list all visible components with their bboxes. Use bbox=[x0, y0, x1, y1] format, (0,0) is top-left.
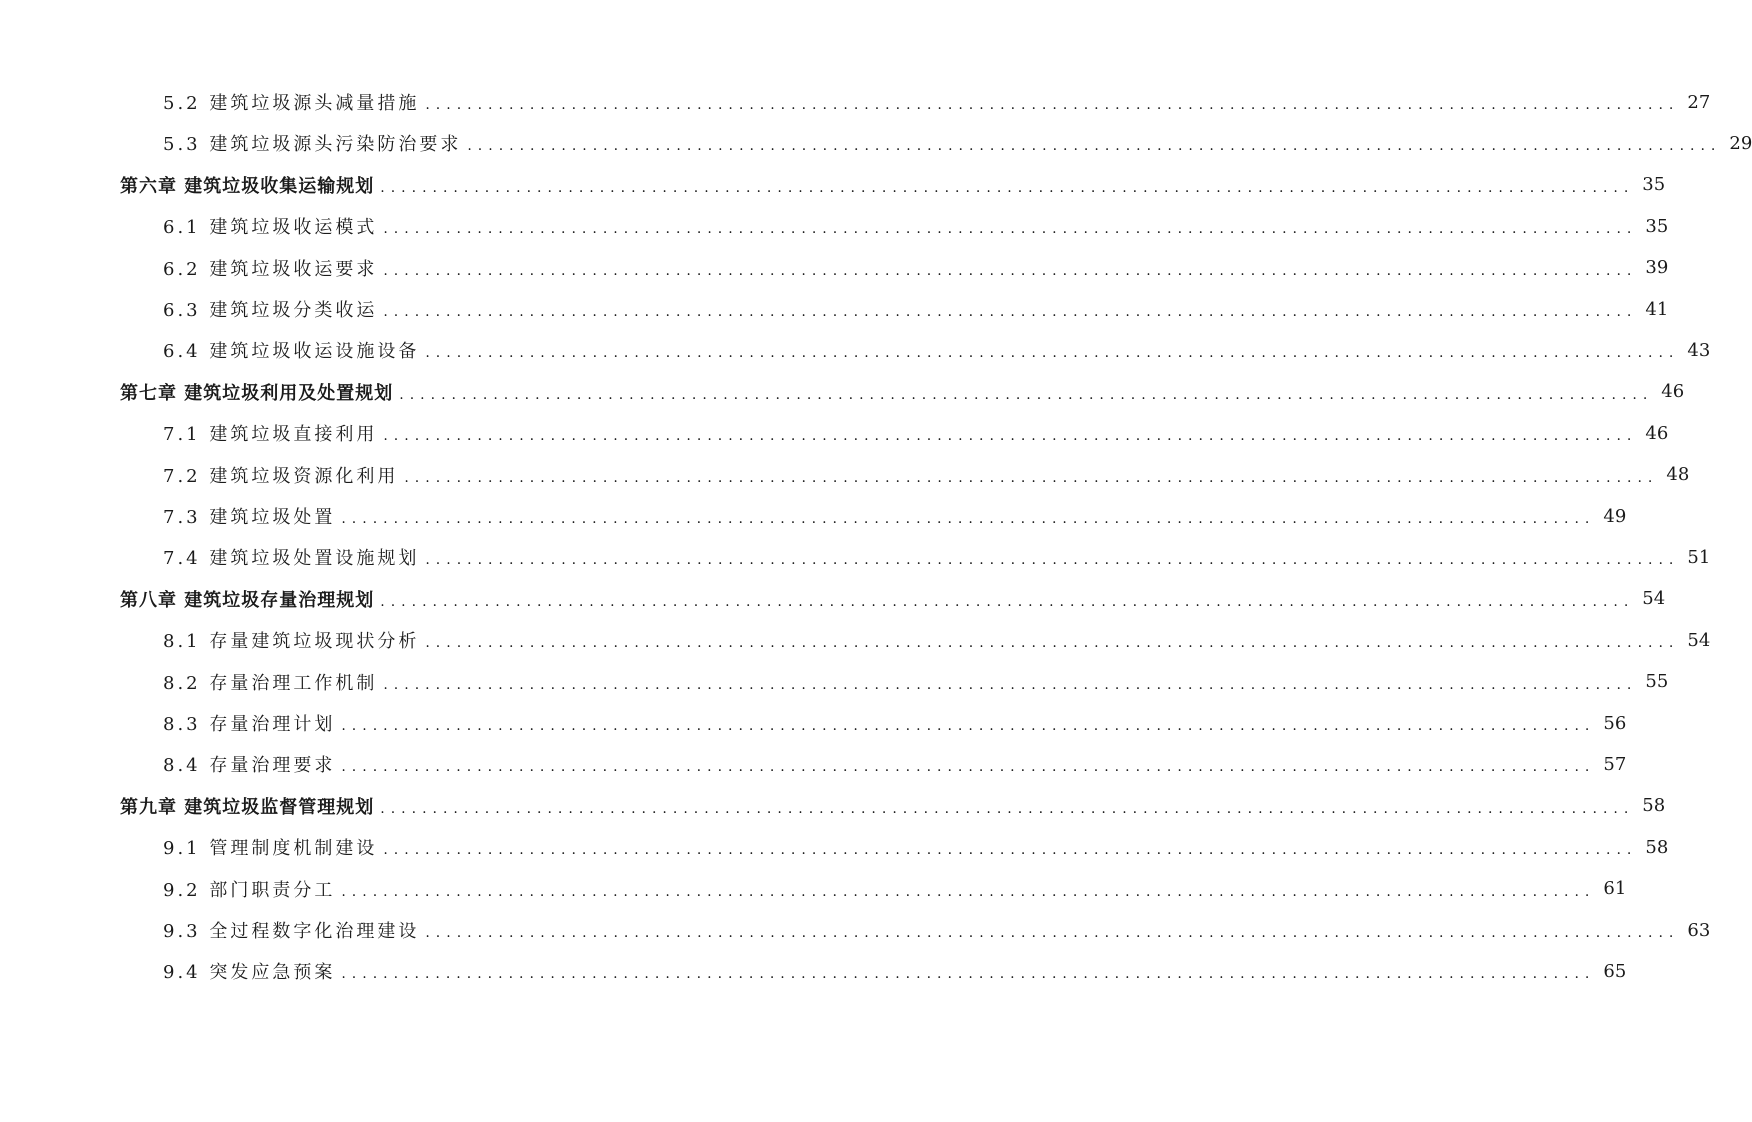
toc-leader-dots: ........................................................................................................................ bbox=[341, 511, 1596, 527]
toc-leader-dots: ........................................................................................................................ bbox=[383, 304, 1638, 320]
toc-leader-dots: ........................................................................................................................ bbox=[380, 179, 1635, 196]
toc-entry-title: 第六章 建筑垃圾收集运输规划 bbox=[120, 175, 375, 197]
toc-entry-title: 7.4 建筑垃圾处置设施规划 bbox=[163, 548, 420, 570]
toc-leader-dots: ........................................................................................................................ bbox=[380, 800, 1635, 817]
toc-leader-dots: ........................................................................................................................ bbox=[425, 345, 1680, 362]
toc-chapter-entry[interactable] bbox=[120, 791, 1666, 821]
toc-entry-title: 8.3 存量治理计划 bbox=[163, 714, 336, 735]
toc-entry-title: 7.2 建筑垃圾资源化利用 bbox=[163, 465, 399, 487]
toc-leader-dots: ........................................................................................................................ bbox=[383, 221, 1638, 238]
toc-entry-page-number: 46 bbox=[1661, 381, 1685, 403]
toc-leader-dots: ........................................................................................................................ bbox=[425, 97, 1680, 113]
toc-section-entry[interactable] bbox=[163, 460, 1690, 490]
toc-leader-dots: ........................................................................................................................ bbox=[399, 386, 1654, 403]
toc-section-entry[interactable] bbox=[163, 667, 1669, 697]
toc-entry-page-number: 35 bbox=[1645, 215, 1669, 237]
toc-leader-dots: ........................................................................................................................ bbox=[467, 138, 1722, 155]
toc-section-entry[interactable] bbox=[163, 625, 1711, 655]
toc-entry-title: 8.4 存量治理要求 bbox=[163, 755, 336, 777]
toc-section-entry[interactable] bbox=[163, 335, 1711, 365]
toc-leader-dots: ........................................................................................................................ bbox=[341, 883, 1596, 900]
toc-leader-dots: ........................................................................................................................ bbox=[380, 593, 1635, 610]
toc-section-entry[interactable] bbox=[163, 542, 1711, 572]
toc-section-entry[interactable] bbox=[163, 749, 1627, 779]
toc-entry-title: 5.2 建筑垃圾源头减量措施 bbox=[163, 93, 420, 114]
toc-entry-title: 第七章 建筑垃圾利用及处置规划 bbox=[120, 382, 394, 404]
toc-leader-dots: ........................................................................................................................ bbox=[383, 428, 1638, 445]
toc-entry-page-number: 56 bbox=[1603, 712, 1627, 734]
toc-entry-title: 6.1 建筑垃圾收运模式 bbox=[163, 217, 378, 239]
toc-section-entry[interactable] bbox=[163, 211, 1669, 241]
toc-entry-title: 9.3 全过程数字化治理建设 bbox=[163, 921, 420, 942]
toc-entry-page-number: 54 bbox=[1642, 588, 1666, 610]
toc-entry-title: 第九章 建筑垃圾监督管理规划 bbox=[120, 796, 375, 818]
toc-entry-page-number: 63 bbox=[1687, 919, 1711, 941]
toc-section-entry[interactable] bbox=[163, 253, 1669, 283]
toc-section-entry[interactable] bbox=[163, 708, 1627, 738]
toc-entry-page-number: 54 bbox=[1687, 629, 1711, 651]
toc-leader-dots: ........................................................................................................................ bbox=[425, 635, 1680, 652]
toc-chapter-entry[interactable] bbox=[120, 584, 1666, 614]
toc-entry-page-number: 65 bbox=[1603, 960, 1627, 982]
toc-entry-title: 6.3 建筑垃圾分类收运 bbox=[163, 300, 378, 321]
toc-entry-title: 7.3 建筑垃圾处置 bbox=[163, 507, 336, 528]
toc-entry-page-number: 58 bbox=[1645, 836, 1669, 858]
toc-section-entry[interactable] bbox=[163, 128, 1752, 158]
toc-entry-page-number: 43 bbox=[1687, 339, 1711, 361]
toc-entry-title: 6.2 建筑垃圾收运要求 bbox=[163, 258, 378, 280]
toc-entry-title: 6.4 建筑垃圾收运设施设备 bbox=[163, 341, 420, 363]
toc-entry-title: 5.3 建筑垃圾源头污染防治要求 bbox=[163, 134, 462, 156]
toc-leader-dots: ........................................................................................................................ bbox=[425, 925, 1680, 941]
toc-entry-page-number: 27 bbox=[1687, 91, 1711, 113]
toc-section-entry[interactable] bbox=[163, 418, 1669, 448]
toc-leader-dots: ........................................................................................................................ bbox=[341, 718, 1596, 734]
toc-entry-page-number: 57 bbox=[1603, 753, 1627, 775]
toc-entry-title: 8.2 存量治理工作机制 bbox=[163, 672, 378, 694]
toc-chapter-entry[interactable] bbox=[120, 170, 1666, 200]
toc-entry-title: 9.1 管理制度机制建设 bbox=[163, 838, 378, 860]
toc-entry-page-number: 29 bbox=[1729, 132, 1752, 154]
toc-section-entry[interactable] bbox=[163, 956, 1627, 986]
toc-section-entry[interactable] bbox=[163, 915, 1711, 945]
toc-entry-title: 第八章 建筑垃圾存量治理规划 bbox=[120, 589, 375, 611]
toc-section-entry[interactable] bbox=[163, 501, 1627, 531]
toc-entry-title: 9.2 部门职责分工 bbox=[163, 879, 336, 901]
toc-entry-page-number: 51 bbox=[1687, 546, 1711, 568]
toc-entry-title: 9.4 突发应急预案 bbox=[163, 962, 336, 984]
toc-section-entry[interactable] bbox=[163, 832, 1669, 862]
toc-section-entry[interactable] bbox=[163, 874, 1627, 904]
toc-entry-page-number: 55 bbox=[1645, 671, 1669, 693]
toc-entry-title: 8.1 存量建筑垃圾现状分析 bbox=[163, 631, 420, 653]
toc-entry-page-number: 39 bbox=[1645, 257, 1669, 279]
toc-chapter-entry[interactable] bbox=[120, 377, 1685, 407]
toc-entry-page-number: 58 bbox=[1642, 795, 1666, 817]
toc-entry-page-number: 48 bbox=[1666, 464, 1690, 486]
toc-leader-dots: ........................................................................................................................ bbox=[383, 262, 1638, 279]
toc-entry-title: 7.1 建筑垃圾直接利用 bbox=[163, 424, 378, 446]
toc-leader-dots: ........................................................................................................................ bbox=[341, 966, 1596, 983]
toc-section-entry[interactable] bbox=[163, 294, 1669, 324]
toc-entry-page-number: 46 bbox=[1645, 422, 1669, 444]
toc-entry-page-number: 35 bbox=[1642, 174, 1666, 196]
toc-leader-dots: ........................................................................................................................ bbox=[425, 552, 1680, 569]
toc-leader-dots: ........................................................................................................................ bbox=[404, 469, 1659, 486]
toc-entry-page-number: 61 bbox=[1603, 878, 1627, 900]
toc-entry-page-number: 41 bbox=[1645, 298, 1669, 320]
toc-leader-dots: ........................................................................................................................ bbox=[383, 676, 1638, 693]
toc-leader-dots: ........................................................................................................................ bbox=[341, 759, 1596, 776]
toc-section-entry[interactable] bbox=[163, 87, 1711, 117]
toc-entry-page-number: 49 bbox=[1603, 505, 1627, 527]
toc-leader-dots: ........................................................................................................................ bbox=[383, 842, 1638, 859]
